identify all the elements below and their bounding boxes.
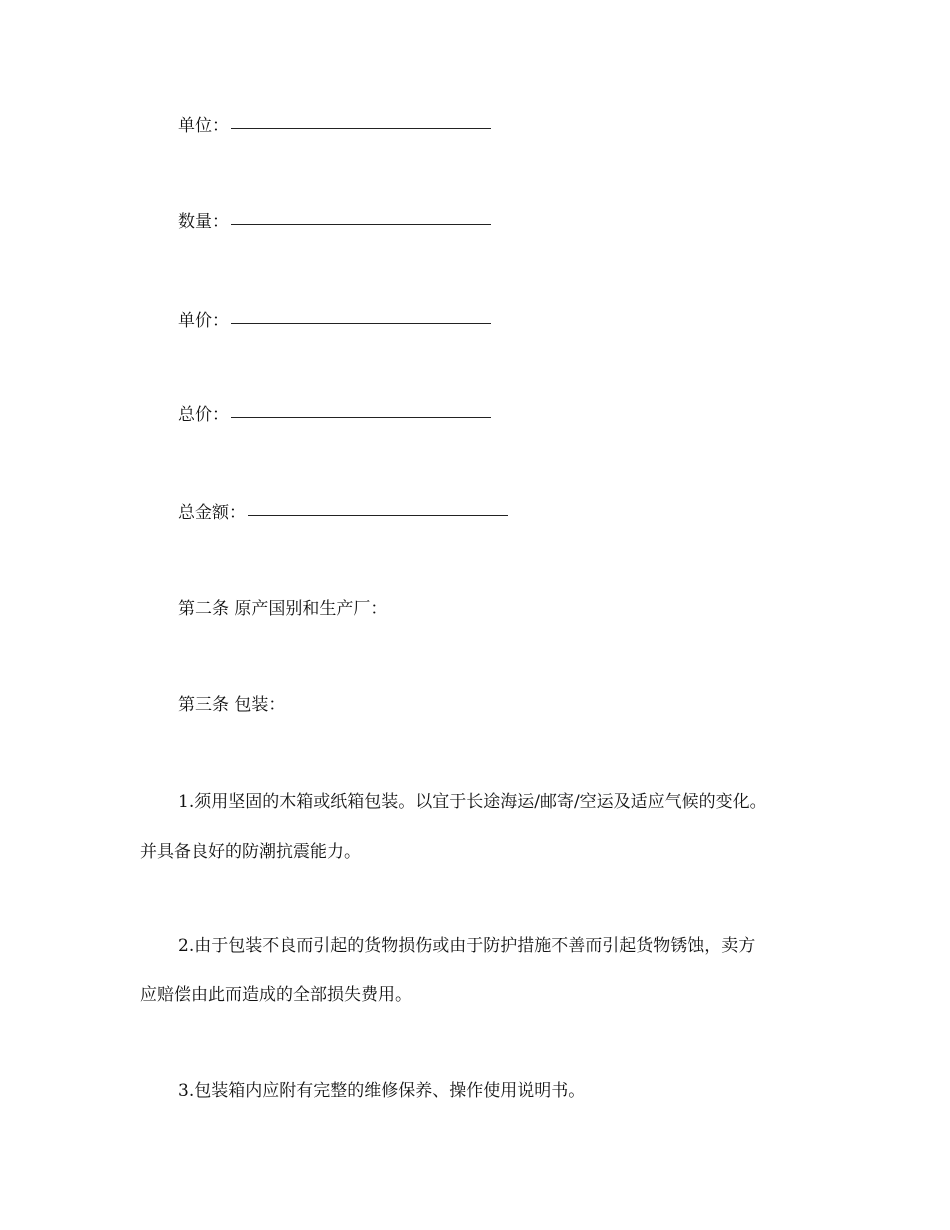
item-2-line-1: 2.由于包装不良而引起的货物损伤或由于防护措施不善而引起货物锈蚀，卖方 xyxy=(178,936,756,956)
blank-line xyxy=(231,322,491,324)
item-3-line-1: 3.包装箱内应附有完整的维修保养、操作使用说明书。 xyxy=(178,1081,586,1101)
blank-line xyxy=(248,514,508,516)
field-total-price xyxy=(178,404,491,426)
article-2-heading: 第二条 原产国别和生产厂： xyxy=(178,599,388,619)
item-1-line-2: 并具备良好的防潮抗震能力。 xyxy=(140,842,361,862)
blank-line xyxy=(231,416,491,418)
field-label: 总金额： xyxy=(178,503,246,523)
field-label: 总价： xyxy=(178,405,229,425)
field-label: 单位： xyxy=(178,116,229,136)
field-unit-price xyxy=(178,310,491,332)
field-label: 单价： xyxy=(178,311,229,331)
field-total-amount xyxy=(178,502,508,524)
item-2-line-2: 应赔偿由此而造成的全部损失费用。 xyxy=(140,985,412,1005)
field-label: 数量： xyxy=(178,212,229,232)
field-unit xyxy=(178,115,491,137)
article-3-heading: 第三条 包装： xyxy=(178,695,286,715)
field-quantity xyxy=(178,211,491,233)
blank-line xyxy=(231,127,491,129)
item-1-line-1: 1.须用坚固的木箱或纸箱包装。以宜于长途海运/邮寄/空运及适应气候的变化。 xyxy=(178,792,767,812)
blank-line xyxy=(231,223,491,225)
